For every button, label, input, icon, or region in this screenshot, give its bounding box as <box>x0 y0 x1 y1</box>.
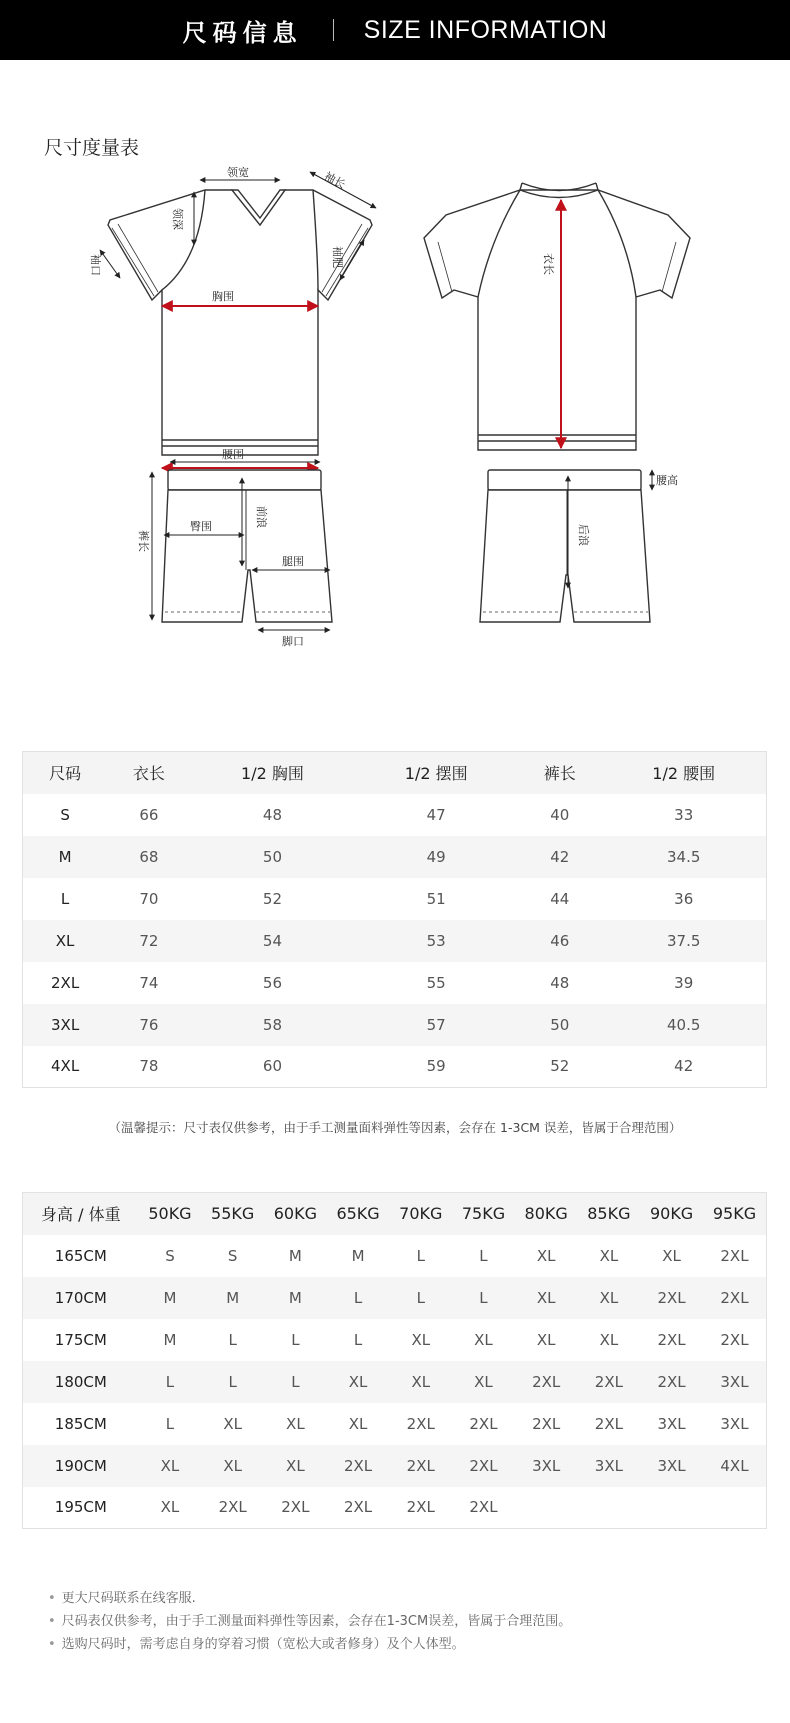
table-cell: 2XL <box>406 1498 435 1517</box>
table-cell: 2XL <box>281 1498 310 1517</box>
table-cell: 58 <box>191 1004 355 1046</box>
table-cell: M <box>139 1277 202 1319</box>
table-cell: 3XL <box>657 1414 686 1433</box>
table-cell: M <box>264 1277 327 1319</box>
weight-col-header: 身高 / 体重 <box>23 1193 139 1235</box>
table-row <box>23 1319 767 1361</box>
table-cell: M <box>288 1246 302 1265</box>
table-row <box>23 878 767 920</box>
table-cell: L <box>327 1277 390 1319</box>
table-cell <box>578 1487 641 1529</box>
table-cell: 3XL <box>515 1445 578 1487</box>
header-divider <box>333 19 334 41</box>
table-cell: 66 <box>139 805 159 824</box>
size-col-header: 衣长 <box>107 752 190 794</box>
table-row <box>23 794 767 836</box>
table-cell: 68 <box>107 836 190 878</box>
table-cell: 50 <box>518 1004 601 1046</box>
table-cell: L <box>452 1277 515 1319</box>
label-cuff: 袖口 <box>89 254 102 276</box>
shorts-back-drawing <box>480 470 650 622</box>
table-cell: 2XL <box>406 1414 435 1433</box>
table-cell: 59 <box>426 1057 446 1076</box>
label-chest: 胸围 <box>212 290 234 303</box>
table-cell: XL <box>160 1498 180 1517</box>
table-cell: 3XL <box>640 1445 703 1487</box>
table-cell: 2XL <box>578 1361 641 1403</box>
table-cell: XL <box>201 1445 264 1487</box>
label-sleeve-length: 袖长 <box>321 169 348 192</box>
table-cell: XL <box>23 920 108 962</box>
table-row <box>23 836 767 878</box>
weight-table-header-row <box>23 1193 767 1235</box>
table-cell: 2XL <box>343 1498 373 1517</box>
table-cell: 4XL <box>703 1445 767 1487</box>
shirt-back-drawing <box>424 183 690 450</box>
tip-item: • 更大尺码联系在线客服. <box>48 1587 571 1610</box>
height-weight-table <box>22 1192 767 1529</box>
table-cell: XL <box>348 1414 368 1433</box>
table-cell: XL <box>264 1445 327 1487</box>
weight-col-header: 90KG <box>640 1193 703 1235</box>
table-cell: XL <box>223 1414 242 1433</box>
table-cell: 37.5 <box>601 920 766 962</box>
table-cell: 2XL <box>389 1445 452 1487</box>
label-thigh: 腿围 <box>282 555 304 568</box>
table-cell: 47 <box>426 805 446 824</box>
table-cell: 78 <box>139 1057 159 1076</box>
table-cell: XL <box>389 1361 452 1403</box>
table-cell: XL <box>139 1445 202 1487</box>
table-cell <box>640 1487 703 1529</box>
table-cell: 195CM <box>54 1498 107 1517</box>
label-collar-depth: 领深 <box>171 208 184 230</box>
table-cell: XL <box>599 1246 619 1265</box>
weight-col-header: 55KG <box>201 1193 264 1235</box>
table-cell: 2XL <box>703 1277 767 1319</box>
table-cell: 46 <box>518 920 601 962</box>
table-cell: 40.5 <box>601 1004 766 1046</box>
table-cell: 74 <box>139 973 159 992</box>
table-cell: M <box>23 836 108 878</box>
label-sleeve-width: 袖肥 <box>331 246 344 268</box>
table-cell: 54 <box>191 920 355 962</box>
table-cell: 76 <box>107 1004 190 1046</box>
table-cell: 2XL <box>469 1498 498 1517</box>
table-cell: 52 <box>262 889 283 908</box>
shirt-front-drawing <box>108 190 372 455</box>
label-collar-width: 领宽 <box>227 166 249 179</box>
table-cell: M <box>351 1246 365 1265</box>
weight-col-header: 70KG <box>389 1193 452 1235</box>
table-cell: XL <box>474 1330 493 1349</box>
size-col-header: 尺码 <box>23 752 108 794</box>
table-cell: 44 <box>550 889 570 908</box>
table-cell: 170CM <box>23 1277 139 1319</box>
label-back-rise: 后浪 <box>577 524 590 546</box>
table-cell: 36 <box>674 889 694 908</box>
table-cell: 42 <box>518 836 601 878</box>
weight-col-header: 85KG <box>578 1193 641 1235</box>
table-cell: 42 <box>674 1057 694 1076</box>
size-table-header-row <box>23 752 767 794</box>
size-chart-table <box>22 751 767 1088</box>
header-title-en: SIZE INFORMATION <box>363 15 608 44</box>
table-cell: L <box>60 889 70 908</box>
table-cell: XL <box>536 1246 556 1265</box>
size-col-header: 裤长 <box>518 752 601 794</box>
table-cell: 33 <box>674 805 694 824</box>
table-cell: 60 <box>262 1057 283 1076</box>
table-cell: XL <box>411 1330 431 1349</box>
table-row <box>23 1487 767 1529</box>
measurement-diagram <box>0 150 790 710</box>
label-pants-length: 裤长 <box>137 530 150 552</box>
table-cell: 2XL <box>640 1277 703 1319</box>
table-cell: L <box>201 1361 264 1403</box>
weight-col-header: 80KG <box>515 1193 578 1235</box>
table-cell: 3XL <box>578 1445 641 1487</box>
header-title-cn: 尺码信息 <box>182 18 303 47</box>
table-cell: XL <box>536 1330 556 1349</box>
table-cell: XL <box>599 1330 619 1349</box>
weight-col-header: 50KG <box>139 1193 202 1235</box>
table-cell: L <box>139 1361 202 1403</box>
table-cell: 48 <box>550 973 570 992</box>
table-cell: 2XL <box>657 1330 686 1349</box>
table-cell: 72 <box>107 920 190 962</box>
tip-item: • 尺码表仅供参考，由于手工测量面料弹性等因素，会存在1-3CM误差，皆属于合理范围。 <box>48 1610 571 1633</box>
table-cell: 2XL <box>720 1330 749 1349</box>
table-cell: 55 <box>426 973 446 992</box>
table-row <box>23 1403 767 1445</box>
table-cell: XL <box>515 1277 578 1319</box>
size-col-header: 1/2 胸围 <box>191 752 355 794</box>
table-cell: 51 <box>426 889 446 908</box>
table-cell: XL <box>286 1414 305 1433</box>
table-cell: XL <box>452 1361 515 1403</box>
label-front-rise: 前浪 <box>255 506 268 528</box>
table-cell: 57 <box>354 1004 518 1046</box>
table-cell: 49 <box>354 836 518 878</box>
table-cell: 190CM <box>23 1445 139 1487</box>
table-cell: 52 <box>550 1057 570 1076</box>
table-cell: L <box>165 1414 175 1433</box>
shorts-front-drawing <box>162 470 332 622</box>
table-cell: 185CM <box>54 1414 107 1433</box>
label-body-length: 衣长 <box>542 253 555 275</box>
page-header <box>0 0 790 60</box>
table-row <box>23 1277 767 1319</box>
table-cell: 180CM <box>23 1361 139 1403</box>
table-cell: 2XL <box>51 973 80 992</box>
table-cell: 3XL <box>23 1004 108 1046</box>
table-cell: S <box>165 1246 175 1265</box>
table-cell: 4XL <box>51 1057 80 1076</box>
weight-col-header: 65KG <box>327 1193 390 1235</box>
table-cell: 70 <box>139 889 159 908</box>
table-cell: L <box>353 1330 363 1349</box>
table-cell: S <box>227 1246 238 1265</box>
table-cell: 165CM <box>54 1246 107 1265</box>
table-cell: 34.5 <box>601 836 766 878</box>
table-cell: 2XL <box>640 1361 703 1403</box>
table-cell: L <box>479 1246 488 1265</box>
table-cell: L <box>228 1330 237 1349</box>
table-cell: 48 <box>262 805 283 824</box>
table-cell: 2XL <box>452 1445 515 1487</box>
table-row <box>23 1361 767 1403</box>
table-cell <box>703 1487 767 1529</box>
table-cell: 53 <box>354 920 518 962</box>
label-waist-height: 腰高 <box>656 474 678 487</box>
table-cell: S <box>60 805 70 824</box>
table-cell: 2XL <box>594 1414 623 1433</box>
label-leg-opening: 脚口 <box>282 635 304 648</box>
table-cell: L <box>264 1361 327 1403</box>
table-cell: 2XL <box>532 1414 561 1433</box>
table-cell: M <box>163 1330 177 1349</box>
table-cell: L <box>291 1330 300 1349</box>
size-col-header: 1/2 腰围 <box>601 752 766 794</box>
table-cell: 50 <box>191 836 355 878</box>
weight-col-header: 75KG <box>452 1193 515 1235</box>
table-cell: XL <box>327 1361 390 1403</box>
table-cell: 3XL <box>720 1414 749 1433</box>
table-row <box>23 1004 767 1046</box>
table-cell: XL <box>578 1277 641 1319</box>
table-row <box>23 920 767 962</box>
table-cell: 2XL <box>515 1361 578 1403</box>
table-row <box>23 962 767 1004</box>
table-cell: 3XL <box>703 1361 767 1403</box>
weight-col-header: 95KG <box>703 1193 767 1235</box>
table-cell: 2XL <box>469 1414 498 1433</box>
table-cell: 2XL <box>720 1246 749 1265</box>
table-row <box>23 1046 767 1088</box>
table-cell <box>515 1487 578 1529</box>
table-cell: 2XL <box>218 1498 247 1517</box>
table-cell: L <box>389 1277 452 1319</box>
table-cell: L <box>416 1246 425 1265</box>
table-cell: 56 <box>262 973 283 992</box>
table-cell: 40 <box>550 805 570 824</box>
measurement-note: （温馨提示：尺寸表仅供参考，由于手工测量面料弹性等因素，会存在 1-3CM 误差，皆属于合理范围） <box>108 1120 682 1135</box>
section-title: 尺寸度量表 <box>44 137 140 159</box>
weight-col-header: 60KG <box>264 1193 327 1235</box>
table-cell: 2XL <box>327 1445 390 1487</box>
label-waist: 腰围 <box>222 448 244 461</box>
tip-item: • 选购尺码时，需考虑自身的穿着习惯（宽松大或者修身）及个人体型。 <box>48 1633 571 1656</box>
table-cell: XL <box>662 1246 681 1265</box>
tips-list <box>48 1587 571 1656</box>
table-row <box>23 1235 767 1277</box>
table-row <box>23 1445 767 1487</box>
table-cell: 39 <box>674 973 694 992</box>
label-hip: 臀围 <box>190 520 212 533</box>
table-cell: 175CM <box>54 1330 107 1349</box>
size-col-header: 1/2 摆围 <box>354 752 518 794</box>
table-cell: M <box>201 1277 264 1319</box>
